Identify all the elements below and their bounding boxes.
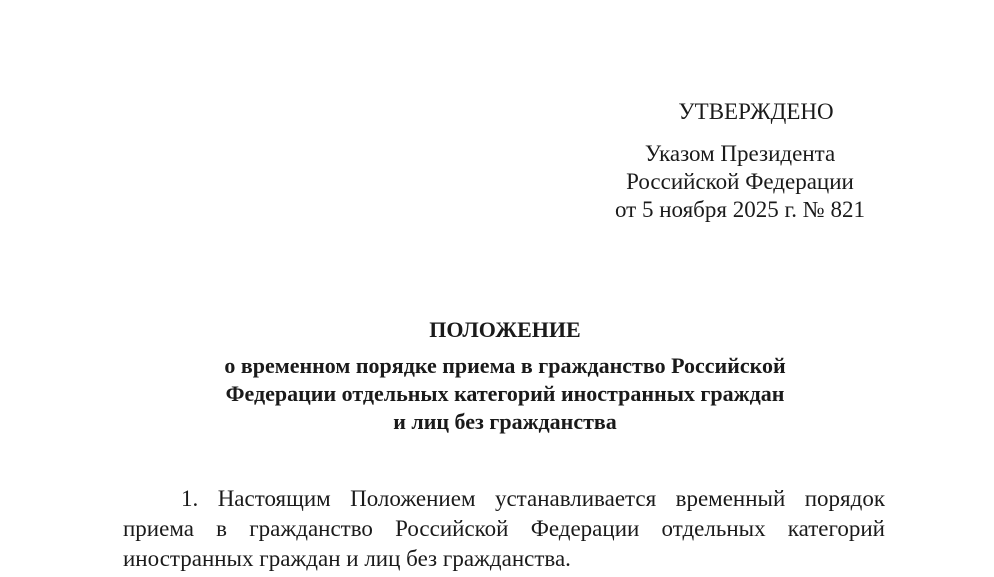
document-subtitle xyxy=(0,352,994,436)
approval-line: Российской Федерации xyxy=(626,169,854,194)
subtitle-line: Федерации отдельных категорий иностранных граждан xyxy=(225,381,785,406)
subtitle-line: о временном порядке приема в гражданство Российской xyxy=(224,353,786,378)
document-title: ПОЛОЖЕНИЕ xyxy=(429,317,581,342)
approval-line: Указом Президента xyxy=(644,141,836,166)
approval-stamp-block xyxy=(590,98,890,224)
approval-line: от 5 ноября 2025 г. № 821 xyxy=(614,197,865,222)
paragraph-1 xyxy=(123,484,885,574)
paragraph-line: 1. Настоящим Положением устанавливается временный порядок xyxy=(181,486,885,511)
approval-stamp: УТВЕРЖДЕНО xyxy=(678,99,834,124)
subtitle-line: и лиц без гражданства xyxy=(393,409,617,434)
paragraph-line: приема в гражданство Российской Федерации отдельных категорий xyxy=(123,516,885,541)
document-heading xyxy=(0,316,994,436)
paragraph-line: иностранных граждан и лиц без гражданства. xyxy=(123,546,571,571)
